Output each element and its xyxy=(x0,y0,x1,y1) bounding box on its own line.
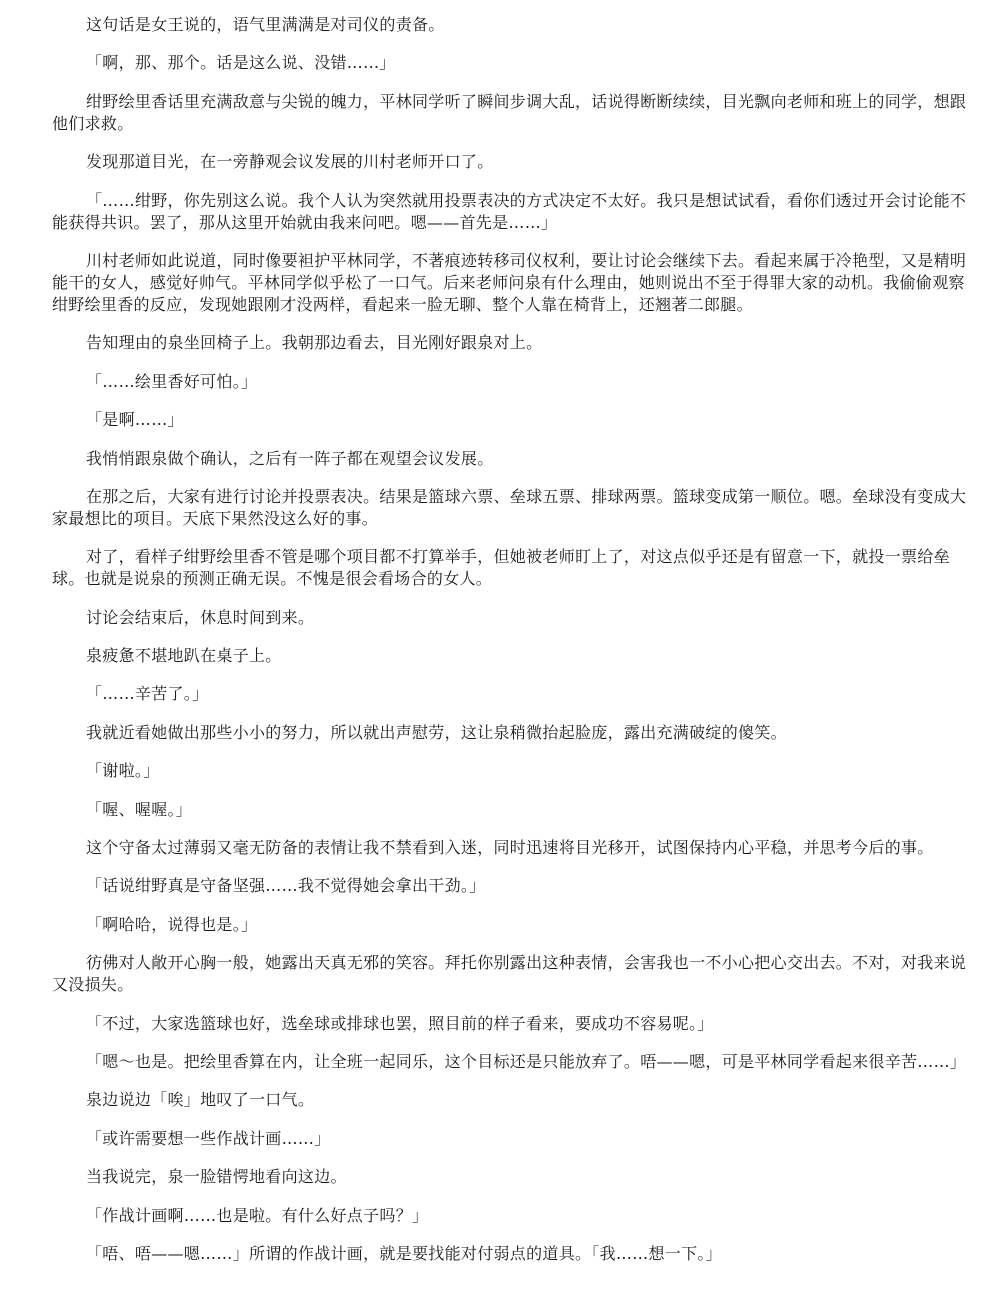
paragraph-9: 「是啊……」 xyxy=(86,410,184,430)
paragraph-17: 「谢啦。」 xyxy=(86,761,160,781)
paragraph-20: 「话说绀野真是守备坚强……我不觉得她会拿出干劲。」 xyxy=(86,876,486,896)
paragraph-7: 告知理由的泉坐回椅子上。我朝那边看去，目光刚好跟泉对上。 xyxy=(86,333,543,353)
paragraph-18: 「喔、喔喔。」 xyxy=(86,799,193,819)
paragraph-1: 这句话是女王说的，语气里满满是对司仪的责备。 xyxy=(86,15,445,34)
paragraph-15: 「……辛苦了。」 xyxy=(86,684,209,704)
paragraph-2: 「啊，那、那个。话是这么说、没错……」 xyxy=(86,53,396,73)
paragraph-8: 「……绘里香好可怕。」 xyxy=(86,371,258,391)
paragraph-16: 我就近看她做出那些小小的努力，所以就出声慰劳，这让泉稍微抬起脸庞，露出充满破绽的傻笑。 xyxy=(86,722,787,742)
paragraph-28: 「作战计画啊……也是啦。有什么好点子吗？」 xyxy=(86,1205,429,1225)
paragraph-24: 「嗯～也是。把绘里香算在内，让全班一起同乐，这个目标还是只能放弃了。唔——嗯，可是平林同学看起来很辛苦……」 xyxy=(86,1051,967,1071)
paragraph-23: 「不过，大家选篮球也好，选垒球或排球也罢，照目前的样子看来，要成功不容易呢。」 xyxy=(86,1013,714,1033)
paragraph-6: 川村老师如此说道，同时像要袒护平林同学，不著痕迹转移司仪权利，要让讨论会继续下去。看起来属于冷艳型，又是精明能干的女人，感觉好帅气。平林同学似乎松了一口气。后来老师问泉有什么理由，她则说出不至于得罪大家的动机。我偷偷观察绀野绘里香的反应，发现她跟刚才没两样，看起来一脸无聊、整个人靠在椅背上，还翘著二郎腿。 xyxy=(52,250,967,314)
paragraph-3: 绀野绘里香话里充满敌意与尖锐的魄力，平林同学听了瞬间步调大乱，话说得断断续续，目光飘向老师和班上的同学，想跟他们求救。 xyxy=(52,91,967,133)
paragraph-10: 我悄悄跟泉做个确认，之后有一阵子都在观望会议发展。 xyxy=(86,448,494,468)
paragraph-12: 对了，看样子绀野绘里香不管是哪个项目都不打算举手，但她被老师盯上了，对这点似乎还是有留意一下，就投一票给垒球。也就是说泉的预测正确无误。不愧是很会看场合的女人。 xyxy=(52,547,950,589)
paragraph-26: 「或许需要想一些作战计画……」 xyxy=(86,1128,331,1148)
paragraph-13: 讨论会结束后，休息时间到来。 xyxy=(86,607,315,627)
paragraph-22: 彷佛对人敞开心胸一般，她露出天真无邪的笑容。拜托你别露出这种表情，会害我也一不小心把心交出去。不对，对我来说又没损失。 xyxy=(52,953,967,995)
paragraph-21: 「啊哈哈，说得也是。」 xyxy=(86,914,258,934)
paragraph-11: 在那之后，大家有进行讨论并投票表决。结果是篮球六票、垒球五票、排球两票。篮球变成第一顺位。嗯。垒球没有变成大家最想比的项目。天底下果然没这么好的事。 xyxy=(52,486,967,528)
paragraph-25: 泉边说边「唉」地叹了一口气。 xyxy=(86,1090,315,1110)
paragraph-14: 泉疲惫不堪地趴在桌子上。 xyxy=(86,646,282,666)
paragraph-5: 「……绀野，你先别这么说。我个人认为突然就用投票表决的方式决定不太好。我只是想试试看，看你们透过开会讨论能不能获得共识。罢了，那从这里开始就由我来问吧。嗯——首先是……」 xyxy=(52,190,967,232)
paragraph-29: 「唔、唔——嗯……」所谓的作战计画，就是要找能对付弱点的道具。「我……想一下。」 xyxy=(86,1243,723,1263)
paragraph-19: 这个守备太过薄弱又毫无防备的表情让我不禁看到入迷，同时迅速将目光移开，试图保持内心平稳，并思考今后的事。 xyxy=(86,838,934,858)
paragraph-4: 发现那道目光，在一旁静观会议发展的川村老师开口了。 xyxy=(86,152,494,172)
paragraph-27: 当我说完，泉一脸错愕地看向这边。 xyxy=(86,1167,347,1187)
